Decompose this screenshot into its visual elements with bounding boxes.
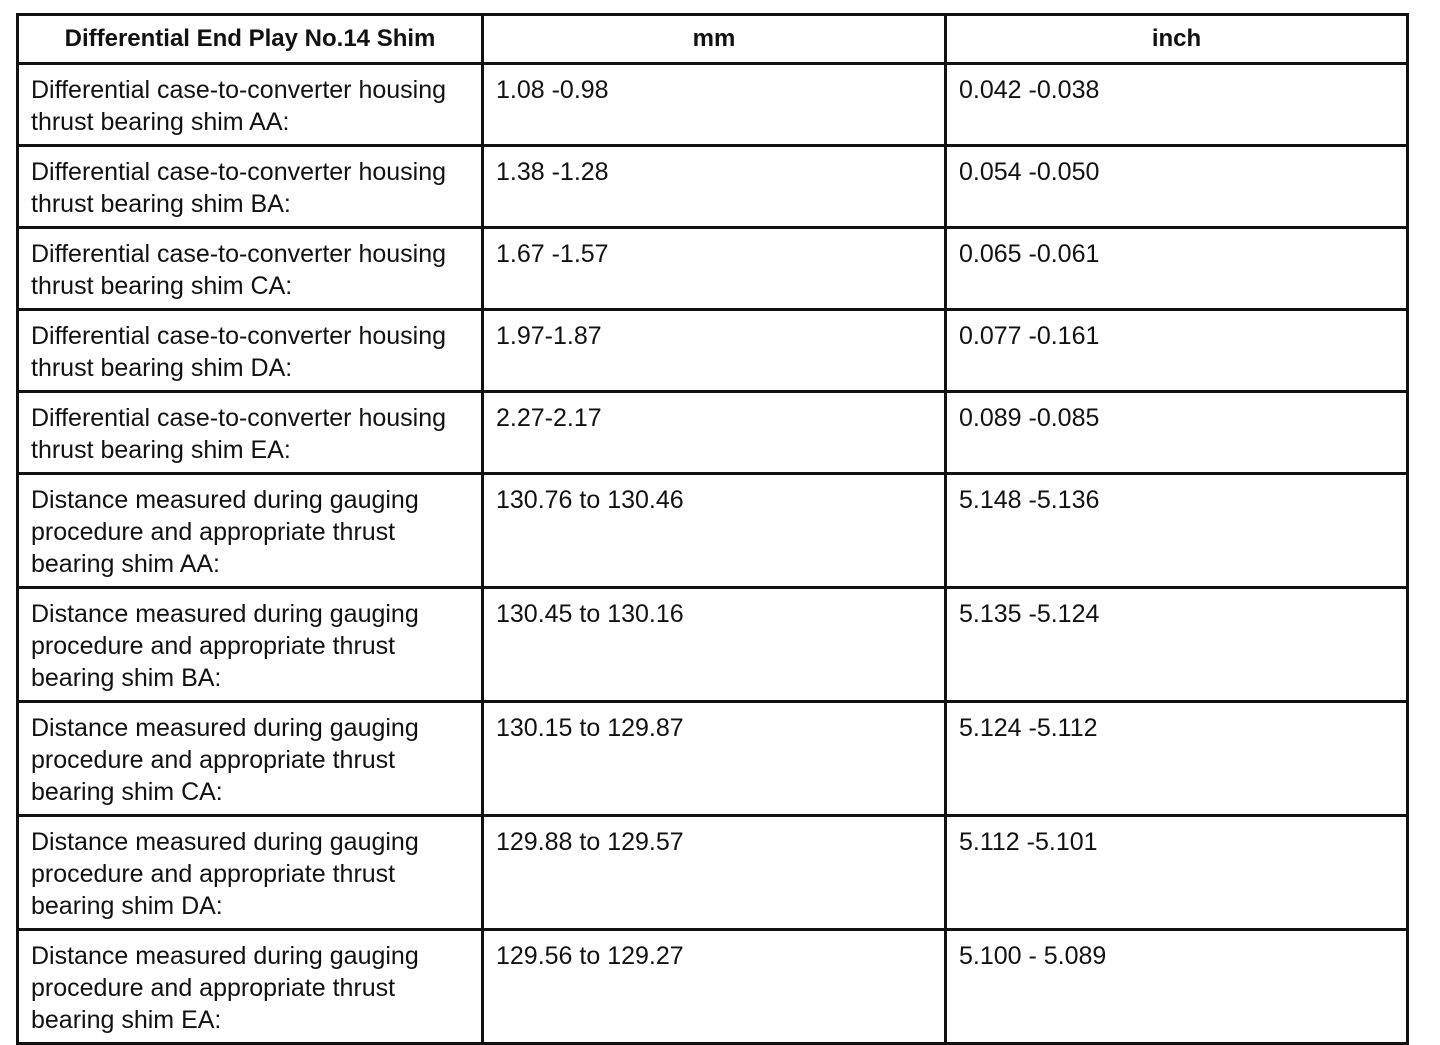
shim-label-cell: Distance measured during gauging procedure and appropriate thrust bearing shim DA: xyxy=(18,816,483,930)
inch-value-cell: 0.089 -0.085 xyxy=(946,392,1408,474)
header-mm: mm xyxy=(483,15,946,64)
inch-value-cell: 5.100 - 5.089 xyxy=(946,930,1408,1044)
shim-label-cell: Differential case-to-converter housing thrust bearing shim DA: xyxy=(18,310,483,392)
inch-value-cell: 0.077 -0.161 xyxy=(946,310,1408,392)
header-shim: Differential End Play No.14 Shim xyxy=(18,15,483,64)
table-row xyxy=(18,146,1408,228)
mm-value-cell: 129.56 to 129.27 xyxy=(483,930,946,1044)
mm-value-cell: 1.38 -1.28 xyxy=(483,146,946,228)
inch-value-cell: 0.054 -0.050 xyxy=(946,146,1408,228)
shim-label-cell: Distance measured during gauging procedure and appropriate thrust bearing shim AA: xyxy=(18,474,483,588)
shim-label-cell: Distance measured during gauging procedure and appropriate thrust bearing shim EA: xyxy=(18,930,483,1044)
inch-value-cell: 0.065 -0.061 xyxy=(946,228,1408,310)
mm-value-cell: 130.45 to 130.16 xyxy=(483,588,946,702)
shim-label-cell: Differential case-to-converter housing thrust bearing shim CA: xyxy=(18,228,483,310)
mm-value-cell: 1.08 -0.98 xyxy=(483,64,946,146)
inch-value-cell: 5.124 -5.112 xyxy=(946,702,1408,816)
shim-spec-table xyxy=(16,13,1409,1045)
mm-value-cell: 1.67 -1.57 xyxy=(483,228,946,310)
table-header xyxy=(18,15,1408,64)
table-row xyxy=(18,228,1408,310)
header-inch: inch xyxy=(946,15,1408,64)
mm-value-cell: 2.27-2.17 xyxy=(483,392,946,474)
shim-label-cell: Differential case-to-converter housing thrust bearing shim AA: xyxy=(18,64,483,146)
table-row xyxy=(18,816,1408,930)
table-row xyxy=(18,930,1408,1044)
table-row xyxy=(18,310,1408,392)
inch-value-cell: 5.112 -5.101 xyxy=(946,816,1408,930)
mm-value-cell: 129.88 to 129.57 xyxy=(483,816,946,930)
shim-label-cell: Differential case-to-converter housing thrust bearing shim EA: xyxy=(18,392,483,474)
shim-label-cell: Distance measured during gauging procedure and appropriate thrust bearing shim CA: xyxy=(18,702,483,816)
header-row xyxy=(18,15,1408,64)
table-row xyxy=(18,392,1408,474)
inch-value-cell: 0.042 -0.038 xyxy=(946,64,1408,146)
inch-value-cell: 5.135 -5.124 xyxy=(946,588,1408,702)
mm-value-cell: 130.15 to 129.87 xyxy=(483,702,946,816)
shim-label-cell: Distance measured during gauging procedure and appropriate thrust bearing shim BA: xyxy=(18,588,483,702)
mm-value-cell: 130.76 to 130.46 xyxy=(483,474,946,588)
table-row xyxy=(18,702,1408,816)
table-row xyxy=(18,64,1408,146)
shim-label-cell: Differential case-to-converter housing thrust bearing shim BA: xyxy=(18,146,483,228)
mm-value-cell: 1.97-1.87 xyxy=(483,310,946,392)
inch-value-cell: 5.148 -5.136 xyxy=(946,474,1408,588)
table-row xyxy=(18,474,1408,588)
table-body xyxy=(18,64,1408,1044)
table-row xyxy=(18,588,1408,702)
